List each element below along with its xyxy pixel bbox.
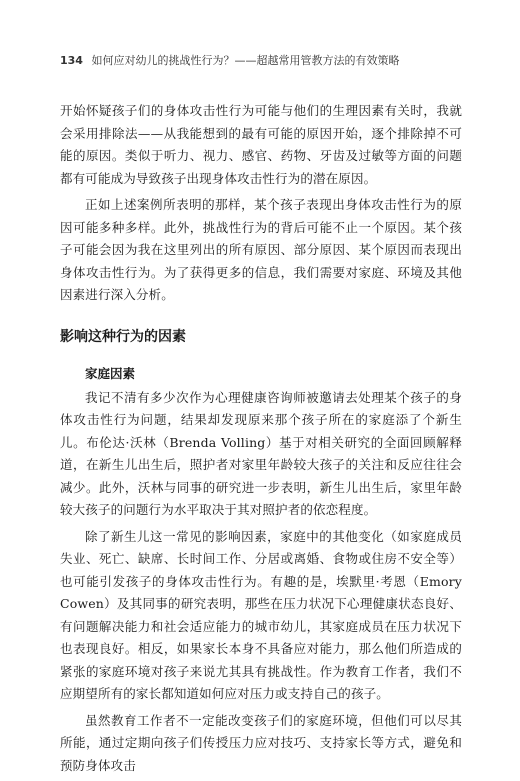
- paragraph-continued: 开始怀疑孩子们的身体攻击性行为可能与他们的生理因素有关时，我就会采用排除法——从我能想到的最有可能的原因开始，逐个排除掉不可能的原因。类似于听力、视力、感官、药物、牙齿及过敏等方面的问题都有可能成为导致孩子出现身体攻击性行为的潜在原因。: [60, 103, 462, 186]
- running-header: [60, 52, 470, 68]
- paragraph: 正如上述案例所表明的那样，某个孩子表现出身体攻击性行为的原因可能多种多样。此外，挑战性行为的背后可能不止一个原因。某个孩子可能会因为我在这里列出的所有原因、部分原因、某个原因而表现出身体攻击性行为。为了获得更多的信息，我们需要对家庭、环境及其他因素进行深入分析。: [60, 197, 462, 302]
- section-heading: 影响这种行为的因素: [60, 328, 186, 345]
- paragraph: 除了新生儿这一常见的影响因素，家庭中的其他变化（如家庭成员失业、死亡、缺席、长时间工作、分居或离婚、食物或住房不安全等）也可能引发孩子的身体攻击性行为。有趣的是，埃默里·考恩（Emory Cowen）及其同事的研究表明，那些在压力状况下心理健康状态良好、有问题解决能力和社会适应能力的城市幼儿，其家庭成员在压力状况下也表现良好。相反，如果家长本身不具备应对能力，那么他们所造成的紧张的家庭环境对孩子来说尤其具有挑战性。作为教育工作者，我们不应期望所有的家长都知道如何应对压力或支持自己的孩子。: [60, 528, 462, 701]
- page-body: [60, 100, 462, 781]
- paragraph: 虽然教育工作者不一定能改变孩子们的家庭环境，但他们可以尽其所能，通过定期向孩子们传授压力应对技巧、支持家长等方式，避免和预防身体攻击: [60, 712, 462, 773]
- sub-heading: 家庭因素: [85, 365, 136, 381]
- paragraph: 我记不清有多少次作为心理健康咨询师被邀请去处理某个孩子的身体攻击性行为问题，结果却发现原来那个孩子所在的家庭添了个新生儿。布伦达·沃林（Brenda Volling）基于对相关研究的全面回顾解释道，在新生儿出生后，照护者对家里年龄较大孩子的关注和反应往往会减少。此外，沃林与同事的研究进一步表明，新生儿出生后，家里年龄较大孩子的问题行为水平取决于其对照护者的依恋程度。: [60, 389, 462, 517]
- running-title: 如何应对幼儿的挑战性行为？——超越常用管教方法的有效策略: [91, 54, 400, 67]
- page-number: 134: [60, 54, 83, 67]
